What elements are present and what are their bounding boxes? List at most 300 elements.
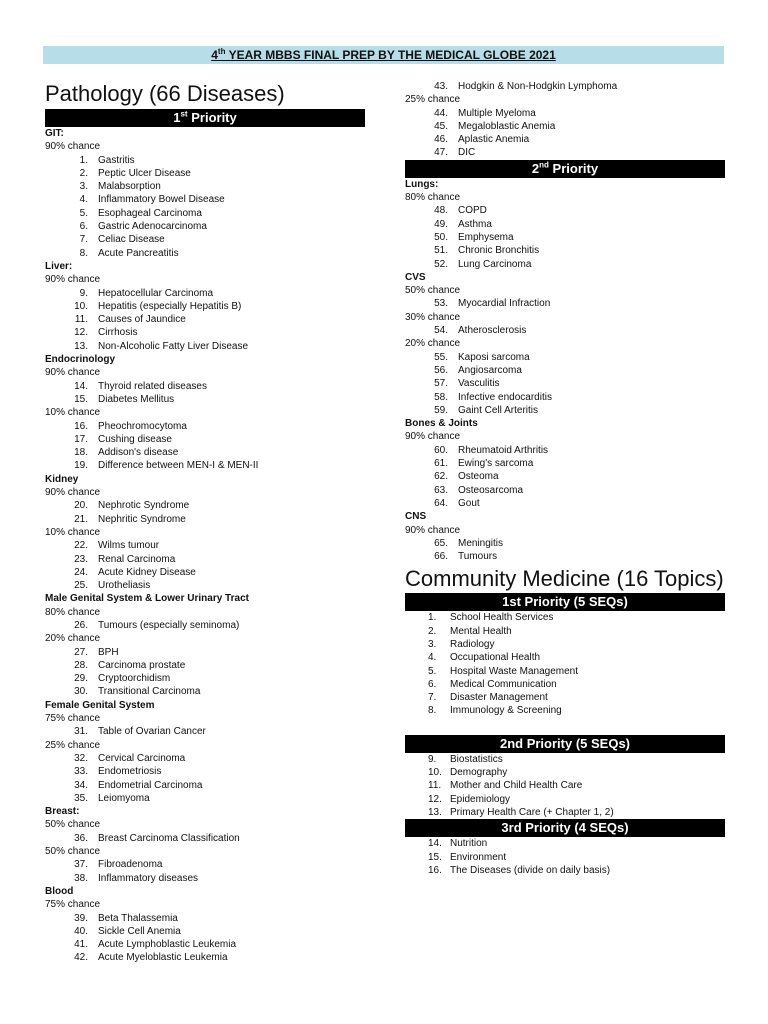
item-text: Gaint Cell Arteritis bbox=[458, 404, 539, 416]
item-number: 13. bbox=[74, 340, 88, 352]
item-number: 38. bbox=[74, 872, 88, 884]
list-item bbox=[45, 539, 365, 552]
list-item bbox=[45, 287, 365, 300]
category-heading: Bones & Joints bbox=[405, 418, 478, 430]
list-item bbox=[405, 793, 725, 806]
item-number: 5. bbox=[79, 207, 88, 219]
item-number: 22. bbox=[74, 540, 88, 552]
item-text: COPD bbox=[458, 205, 487, 217]
item-text: Atherosclerosis bbox=[458, 325, 527, 337]
item-number: 66. bbox=[434, 551, 448, 563]
list-item bbox=[45, 659, 365, 672]
item-number: 33. bbox=[74, 766, 88, 778]
item-text: Sickle Cell Anemia bbox=[98, 925, 181, 937]
chance-label: 90% chance bbox=[405, 524, 461, 536]
list-item bbox=[405, 146, 725, 159]
item-number: 32. bbox=[74, 752, 88, 764]
item-number: 16. bbox=[428, 864, 442, 876]
item-text: Carcinoma prostate bbox=[98, 659, 186, 671]
category-heading: Liver: bbox=[45, 260, 73, 272]
chance-label: 75% chance bbox=[45, 713, 101, 725]
list-item bbox=[405, 704, 725, 717]
chance-label: 90% chance bbox=[405, 431, 461, 443]
list-item bbox=[45, 553, 365, 566]
item-text: Myocardial Infraction bbox=[458, 298, 551, 310]
list-item bbox=[405, 497, 725, 510]
list-item bbox=[405, 404, 725, 417]
item-number: 11. bbox=[74, 314, 88, 326]
list-item bbox=[405, 837, 725, 850]
pathology-title: Pathology (66 Diseases) bbox=[45, 81, 285, 106]
chance-label: 25% chance bbox=[405, 94, 461, 106]
list-item bbox=[405, 444, 725, 457]
list-item bbox=[45, 207, 365, 220]
item-text: Diabetes Mellitus bbox=[98, 393, 175, 405]
chance-label: 10% chance bbox=[45, 407, 101, 419]
item-text: Rheumatoid Arthritis bbox=[458, 444, 549, 456]
item-text: Ewing's sarcoma bbox=[458, 458, 534, 470]
list-item bbox=[45, 393, 365, 406]
item-text: Radiology bbox=[450, 638, 495, 650]
item-number: 10. bbox=[74, 300, 88, 312]
pathology-priority-2-bar bbox=[405, 160, 725, 178]
item-number: 9. bbox=[79, 287, 88, 299]
list-item bbox=[45, 752, 365, 765]
item-text: Emphysema bbox=[458, 231, 514, 243]
item-text: Cushing disease bbox=[98, 433, 172, 445]
list-item bbox=[405, 651, 725, 664]
list-item bbox=[45, 765, 365, 778]
list-item bbox=[45, 832, 365, 845]
item-text: Gastritis bbox=[98, 154, 135, 166]
item-text: School Health Services bbox=[450, 612, 554, 624]
list-item bbox=[405, 244, 725, 257]
list-item bbox=[405, 753, 725, 766]
item-number: 11. bbox=[428, 780, 442, 792]
pathology-right-top-list bbox=[405, 80, 725, 160]
item-number: 43. bbox=[434, 81, 448, 92]
item-number: 40. bbox=[74, 925, 88, 937]
list-item bbox=[405, 231, 725, 244]
item-number: 7. bbox=[428, 692, 437, 704]
list-item bbox=[405, 678, 725, 691]
item-number: 27. bbox=[74, 646, 88, 658]
chance-label: 90% chance bbox=[45, 274, 101, 286]
item-number: 3. bbox=[79, 181, 88, 193]
list-item bbox=[405, 297, 725, 310]
list-item bbox=[405, 779, 725, 792]
list-item bbox=[45, 685, 365, 698]
list-item bbox=[45, 858, 365, 871]
item-text: Chronic Bronchitis bbox=[458, 245, 540, 257]
priority-1-ordinal: 1 bbox=[173, 110, 181, 125]
list-item bbox=[405, 258, 725, 271]
item-number: 23. bbox=[74, 553, 88, 565]
chance-label: 25% chance bbox=[45, 739, 101, 751]
item-text: Endometriosis bbox=[98, 766, 162, 778]
item-text: Acute Kidney Disease bbox=[98, 566, 196, 578]
item-number: 8. bbox=[428, 705, 437, 717]
list-item bbox=[45, 167, 365, 180]
item-text: Acute Myeloblastic Leukemia bbox=[98, 952, 228, 964]
priority-2-word: Priority bbox=[548, 160, 599, 176]
item-text: Nutrition bbox=[450, 838, 488, 850]
community-p1-list bbox=[405, 611, 725, 717]
list-item bbox=[45, 180, 365, 193]
list-item bbox=[405, 766, 725, 779]
list-item bbox=[405, 324, 725, 337]
item-number: 15. bbox=[74, 393, 88, 405]
item-text: Tumours (especially seminoma) bbox=[98, 619, 240, 631]
item-number: 4. bbox=[428, 652, 437, 664]
item-number: 29. bbox=[74, 673, 88, 685]
item-number: 19. bbox=[74, 460, 88, 472]
chance-label: 50% chance bbox=[405, 285, 461, 297]
list-item bbox=[45, 459, 365, 472]
item-text: Transitional Carcinoma bbox=[98, 686, 201, 698]
item-text: Immunology & Screening bbox=[450, 705, 562, 717]
item-text: Demography bbox=[450, 767, 508, 779]
item-text: Non-Alcoholic Fatty Liver Disease bbox=[98, 340, 249, 352]
priority-1-suffix: st bbox=[180, 109, 188, 119]
item-number: 28. bbox=[74, 659, 88, 671]
item-text: Acute Pancreatitis bbox=[98, 247, 179, 259]
item-number: 35. bbox=[74, 792, 88, 804]
item-number: 64. bbox=[434, 497, 448, 509]
item-text: Osteoma bbox=[458, 471, 499, 483]
item-number: 25. bbox=[74, 580, 88, 592]
left-column bbox=[45, 80, 365, 965]
list-item bbox=[45, 566, 365, 579]
chance-label: 90% chance bbox=[45, 487, 101, 499]
chance-label: 20% chance bbox=[45, 633, 101, 645]
item-text: Gout bbox=[458, 497, 480, 509]
chance-label: 75% chance bbox=[45, 899, 101, 911]
item-number: 54. bbox=[434, 325, 448, 337]
item-text: Mother and Child Health Care bbox=[450, 780, 583, 792]
item-text: Cirrhosis bbox=[98, 327, 138, 339]
item-number: 13. bbox=[428, 806, 442, 818]
item-number: 52. bbox=[434, 258, 448, 270]
community-p3-list bbox=[405, 837, 725, 877]
item-number: 15. bbox=[428, 851, 442, 863]
list-item bbox=[45, 619, 365, 632]
pathology-priority-1-bar bbox=[45, 109, 365, 127]
list-item bbox=[405, 484, 725, 497]
list-item bbox=[405, 851, 725, 864]
item-number: 24. bbox=[74, 566, 88, 578]
item-number: 56. bbox=[434, 364, 448, 376]
item-text: Breast Carcinoma Classification bbox=[98, 832, 240, 844]
item-text: Disaster Management bbox=[450, 692, 548, 704]
list-item bbox=[405, 691, 725, 704]
item-number: 42. bbox=[74, 952, 88, 964]
list-item bbox=[45, 499, 365, 512]
item-text: Multiple Myeloma bbox=[458, 107, 536, 119]
item-number: 41. bbox=[74, 939, 88, 951]
item-number: 48. bbox=[434, 205, 448, 217]
item-text: Esophageal Carcinoma bbox=[98, 207, 202, 219]
item-number: 2. bbox=[428, 625, 437, 637]
item-text: Meningitis bbox=[458, 537, 504, 549]
header-ordinal: 4 bbox=[211, 48, 218, 62]
item-number: 57. bbox=[434, 378, 448, 390]
header-ordinal-suffix: th bbox=[217, 47, 226, 56]
item-text: Mental Health bbox=[450, 625, 512, 637]
item-number: 30. bbox=[74, 686, 88, 698]
item-text: Vasculitis bbox=[458, 378, 500, 390]
item-text: Tumours bbox=[458, 551, 498, 563]
list-item bbox=[45, 725, 365, 738]
item-number: 17. bbox=[74, 433, 88, 445]
item-text: Megaloblastic Anemia bbox=[458, 120, 556, 132]
item-number: 34. bbox=[74, 779, 88, 791]
list-item bbox=[405, 864, 725, 877]
item-number: 9. bbox=[428, 753, 437, 765]
item-text: Addison's disease bbox=[98, 447, 179, 459]
item-text: Table of Ovarian Cancer bbox=[98, 726, 206, 738]
item-number: 37. bbox=[74, 859, 88, 871]
item-number: 36. bbox=[74, 832, 88, 844]
list-item bbox=[45, 925, 365, 938]
chance-label: 10% chance bbox=[45, 526, 101, 538]
category-heading: Lungs: bbox=[405, 178, 439, 190]
item-number: 6. bbox=[428, 678, 437, 690]
right-column bbox=[405, 80, 725, 877]
list-item bbox=[405, 537, 725, 550]
item-text: Gastric Adenocarcinoma bbox=[98, 221, 207, 233]
list-item bbox=[405, 665, 725, 678]
list-item bbox=[45, 247, 365, 260]
header-title: YEAR MBBS FINAL PREP BY THE MEDICAL GLOBE 2021 bbox=[225, 48, 556, 62]
item-text: BPH bbox=[98, 646, 119, 658]
list-item bbox=[45, 513, 365, 526]
item-number: 39. bbox=[74, 912, 88, 924]
item-number: 51. bbox=[434, 245, 448, 257]
item-text: Biostatistics bbox=[450, 753, 503, 765]
item-text: Cryptoorchidism bbox=[98, 673, 171, 685]
list-item bbox=[405, 638, 725, 651]
item-number: 10. bbox=[428, 767, 442, 779]
item-text: Osteosarcoma bbox=[458, 484, 524, 496]
item-text: Inflammatory Bowel Disease bbox=[98, 194, 225, 206]
list-item bbox=[45, 938, 365, 951]
item-number: 44. bbox=[434, 107, 448, 119]
list-item bbox=[405, 364, 725, 377]
item-text: Leiomyoma bbox=[98, 792, 150, 804]
list-item bbox=[405, 806, 725, 819]
item-number: 18. bbox=[74, 447, 88, 459]
category-heading: CVS bbox=[405, 271, 426, 283]
list-item bbox=[45, 326, 365, 339]
item-number: 49. bbox=[434, 218, 448, 230]
item-number: 6. bbox=[79, 221, 88, 233]
item-number: 26. bbox=[74, 619, 88, 631]
item-number: 55. bbox=[434, 351, 448, 363]
item-number: 53. bbox=[434, 298, 448, 310]
item-text: Infective endocarditis bbox=[458, 391, 552, 403]
list-item bbox=[405, 611, 725, 624]
list-item bbox=[405, 470, 725, 483]
item-text: Renal Carcinoma bbox=[98, 553, 176, 565]
item-text: Asthma bbox=[458, 218, 492, 230]
category-heading: CNS bbox=[405, 511, 427, 523]
item-text: Medical Communication bbox=[450, 678, 557, 690]
category-heading: GIT: bbox=[45, 128, 64, 139]
item-text: Celiac Disease bbox=[98, 234, 165, 246]
list-item bbox=[405, 120, 725, 133]
spacer bbox=[405, 718, 725, 735]
list-item bbox=[45, 380, 365, 393]
item-number: 62. bbox=[434, 471, 448, 483]
list-item bbox=[45, 446, 365, 459]
chance-label: 30% chance bbox=[405, 311, 461, 323]
list-item bbox=[45, 646, 365, 659]
item-text: Primary Health Care (+ Chapter 1, 2) bbox=[450, 806, 614, 818]
list-item bbox=[45, 313, 365, 326]
item-number: 4. bbox=[79, 194, 88, 206]
community-priority-1-bar: 1st Priority (5 SEQs) bbox=[405, 593, 725, 611]
item-number: 14. bbox=[74, 380, 88, 392]
item-number: 7. bbox=[79, 234, 88, 246]
list-item bbox=[45, 340, 365, 353]
list-item bbox=[45, 792, 365, 805]
item-number: 50. bbox=[434, 231, 448, 243]
item-text: Hepatitis (especially Hepatitis B) bbox=[98, 300, 242, 312]
item-text: Pheochromocytoma bbox=[98, 420, 187, 432]
list-item bbox=[45, 154, 365, 167]
item-text: Wilms tumour bbox=[98, 540, 160, 552]
item-number: 5. bbox=[428, 665, 437, 677]
item-text: Fibroadenoma bbox=[98, 859, 163, 871]
list-item bbox=[45, 420, 365, 433]
item-number: 1. bbox=[79, 154, 88, 166]
list-item bbox=[45, 912, 365, 925]
list-item bbox=[405, 351, 725, 364]
chance-label: 90% chance bbox=[45, 367, 101, 379]
item-text: Occupational Health bbox=[450, 652, 541, 664]
item-text: Hospital Waste Management bbox=[450, 665, 579, 677]
item-text: Environment bbox=[450, 851, 507, 863]
item-text: Acute Lymphoblastic Leukemia bbox=[98, 939, 237, 951]
item-number: 1. bbox=[428, 612, 437, 624]
priority-2-suffix: nd bbox=[539, 160, 549, 170]
item-number: 31. bbox=[74, 726, 88, 738]
item-text: Endometrial Carcinoma bbox=[98, 779, 203, 791]
item-number: 60. bbox=[434, 444, 448, 456]
list-item bbox=[405, 391, 725, 404]
list-item bbox=[405, 107, 725, 120]
pathology-right-bottom-list bbox=[405, 178, 725, 564]
header-banner bbox=[43, 46, 724, 64]
community-priority-2-bar: 2nd Priority (5 SEQs) bbox=[405, 735, 725, 753]
item-number: 21. bbox=[74, 513, 88, 525]
item-text: Malabsorption bbox=[98, 181, 161, 193]
list-item bbox=[405, 218, 725, 231]
list-item bbox=[45, 672, 365, 685]
list-item bbox=[45, 779, 365, 792]
item-text: Cervical Carcinoma bbox=[98, 752, 186, 764]
item-number: 20. bbox=[74, 500, 88, 512]
item-number: 8. bbox=[79, 247, 88, 259]
item-text: DIC bbox=[458, 147, 476, 159]
item-number: 58. bbox=[434, 391, 448, 403]
item-number: 12. bbox=[428, 793, 442, 805]
item-text: Kaposi sarcoma bbox=[458, 351, 530, 363]
chance-label: 80% chance bbox=[45, 606, 101, 618]
chance-label: 50% chance bbox=[45, 846, 101, 858]
item-number: 59. bbox=[434, 404, 448, 416]
list-item bbox=[405, 133, 725, 146]
list-item bbox=[45, 951, 365, 964]
community-priority-3-bar: 3rd Priority (4 SEQs) bbox=[405, 819, 725, 837]
item-text: Peptic Ulcer Disease bbox=[98, 167, 191, 179]
category-heading: Endocrinology bbox=[45, 354, 115, 366]
list-item bbox=[45, 300, 365, 313]
item-number: 2. bbox=[79, 167, 88, 179]
item-number: 65. bbox=[434, 537, 448, 549]
item-text: Hodgkin & Non-Hodgkin Lymphoma bbox=[458, 81, 618, 92]
item-text: Inflammatory diseases bbox=[98, 872, 199, 884]
list-item bbox=[45, 872, 365, 885]
item-text: Angiosarcoma bbox=[458, 364, 522, 376]
item-number: 3. bbox=[428, 638, 437, 650]
item-text: Causes of Jaundice bbox=[98, 314, 186, 326]
list-item bbox=[45, 433, 365, 446]
category-heading: Kidney bbox=[45, 473, 79, 485]
item-text: Hepatocellular Carcinoma bbox=[98, 287, 214, 299]
item-number: 16. bbox=[74, 420, 88, 432]
item-text: The Diseases (divide on daily basis) bbox=[450, 864, 611, 876]
priority-2-ordinal: 2 bbox=[531, 160, 540, 176]
list-item bbox=[405, 550, 725, 563]
pathology-left-list bbox=[45, 127, 365, 965]
category-heading: Male Genital System & Lower Urinary Tract bbox=[45, 593, 249, 605]
priority-1-word: Priority bbox=[187, 110, 237, 125]
list-item bbox=[45, 579, 365, 592]
category-heading: Blood bbox=[45, 885, 74, 897]
item-number: 61. bbox=[434, 458, 448, 470]
item-number: 47. bbox=[434, 147, 448, 159]
list-item bbox=[405, 625, 725, 638]
item-text: Urotheliasis bbox=[98, 580, 151, 592]
item-number: 12. bbox=[74, 327, 88, 339]
list-item bbox=[405, 204, 725, 217]
item-number: 14. bbox=[428, 838, 442, 850]
item-text: Thyroid related diseases bbox=[98, 380, 207, 392]
list-item bbox=[45, 220, 365, 233]
item-text: Beta Thalassemia bbox=[98, 912, 178, 924]
chance-label: 20% chance bbox=[405, 338, 461, 350]
list-item bbox=[45, 193, 365, 206]
list-item bbox=[45, 233, 365, 246]
list-item bbox=[405, 457, 725, 470]
item-text: Difference between MEN-I & MEN-II bbox=[98, 460, 259, 472]
item-number: 63. bbox=[434, 484, 448, 496]
chance-label: 80% chance bbox=[405, 192, 461, 204]
item-number: 45. bbox=[434, 120, 448, 132]
item-text: Aplastic Anemia bbox=[458, 134, 530, 146]
chance-label: 90% chance bbox=[45, 141, 101, 153]
category-heading: Female Genital System bbox=[45, 699, 155, 711]
list-item bbox=[405, 377, 725, 390]
chance-label: 50% chance bbox=[45, 819, 101, 831]
community-p2-list bbox=[405, 753, 725, 819]
item-text: Lung Carcinoma bbox=[458, 258, 532, 270]
item-text: Epidemiology bbox=[450, 793, 511, 805]
category-heading: Breast: bbox=[45, 806, 80, 818]
item-text: Nephritic Syndrome bbox=[98, 513, 186, 525]
